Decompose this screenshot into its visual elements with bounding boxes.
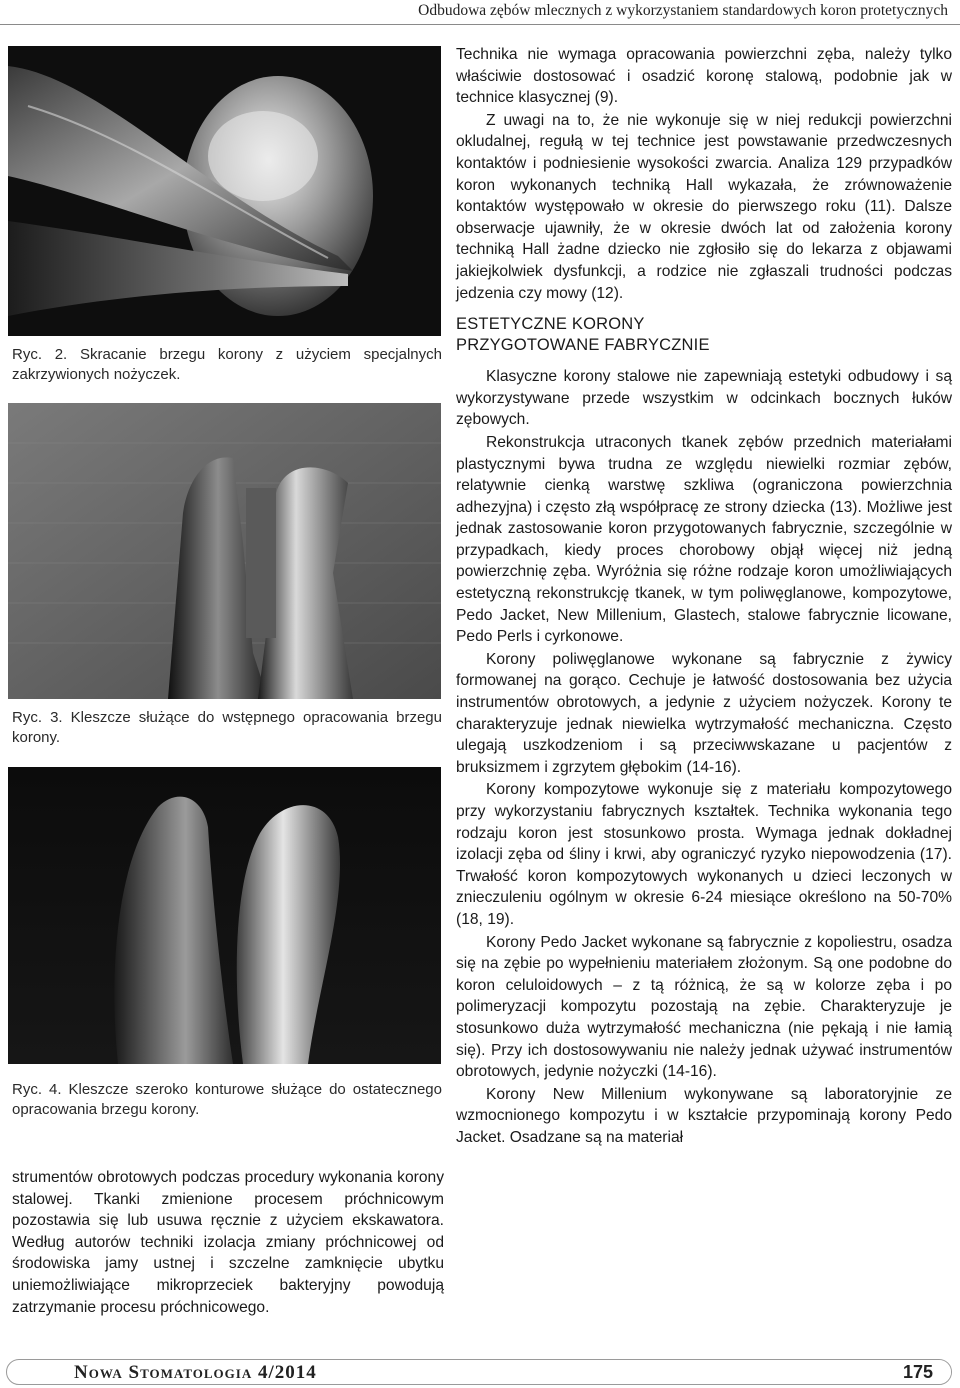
left-paragraph: strumentów obrotowych podczas procedury wykonania korony stalowej. Tkanki zmienione procesem próchnicowym pozostawia się lub usuwa ręcznie z użyciem ekskawatora. Według autorów techniki izolacja zmiany próchnicowej od środowiska jamy ustnej i szczelne zamknięcie ubytku uniemożliwiające mikroprzeciek bakteryjny powodują zatrzymanie procesu próchnicowego. bbox=[12, 1169, 444, 1316]
section-title bbox=[456, 314, 952, 356]
paragraph-6: Korony kompozytowe wykonuje się z materiału kompozytowego przy wykorzystaniu fabrycznych kształtek. Technika wykonania tego rodzaju koron jest stosunkowo prosta. Wymaga jednak dokładnej izolacji zęba od śliny i krwi, aby ograniczyć ryzyko niepowodzenia (17). Trwałość koron kompozytowych wykonanych u dzieci leczonych w znieczuleniu ogólnym w okresie 6-24 miesiące określono na 50-70% (18, 19). bbox=[456, 781, 952, 928]
figure-3-photo bbox=[8, 403, 441, 699]
figure-2-caption: Ryc. 2. Skracanie brzegu korony z użyciem specjalnych zakrzywionych nożyczek. bbox=[12, 346, 442, 383]
paragraph-2: Z uwagi na to, że nie wykonuje się w niej redukcji powierzchni okludalnej, regułą w tej technice jest powstawanie przedwczesnych kontaktów i podniesienie wysokości zwarcia. Analiza 129 przypadków koron wykonanych techniką Hall wykazała, że zrównoważenie kontaktów występowało w okresie do pierwszego roku (11). Dalsze obserwacje ujawniły, że w okresie dwóch lat od założenia korony techniką Hall żadne dziecko nie zgłosiło się do lekarza z objawami jakiejkolwiek dysfunkcji, a rodzice nie zgłaszali trudności podczas jedzenia czy mowy (12). bbox=[456, 111, 952, 302]
left-column bbox=[12, 1167, 444, 1319]
paragraph-4: Rekonstrukcja utraconych tkanek zębów przednich materiałami plastycznymi bywa trudna ze względu niewielki rozmiar zębów, relatywnie cienką warstwę szkliwa (ograniczona powierzchnia adhezyjna) i często złą współpracę ze strony dziecka (13). Możliwe jest jednak zastosowanie koron przygotowanych fabrycznie, szczególnie w przypadkach, kiedy proces chorobowy objął więcej niż jedną powierzchnię zęba. Wyróżnia się różne rodzaje koron umożliwiających estetyczną rekonstrukcję tkanek, w tym poliwęglanowe, kompozytowe, Pedo Jacket, New Millenium, Glastech, stalowe fabrycznie licowane, Pedo Perls i cyrkonowe. bbox=[456, 433, 952, 646]
paragraph-3: Klasyczne korony stalowe nie zapewniają estetyki odbudowy i są wykorzystywane przede wszystkim w odcinkach bocznych łuków zębowych. bbox=[456, 368, 952, 429]
paragraph-1: Technika nie wymaga opracowania powierzchni zęba, należy tylko właściwie dostosować i osadzić koronę stalową, podobnie jak w technice klasycznej (9). bbox=[456, 46, 952, 107]
header-rule bbox=[0, 24, 960, 25]
section-title-line-2: PRZYGOTOWANE FABRYCZNIE bbox=[456, 336, 710, 355]
figure-3-caption: Ryc. 3. Kleszcze służące do wstępnego opracowania brzegu korony. bbox=[12, 709, 442, 746]
section-title-line-1: ESTETYCZNE KORONY bbox=[456, 315, 645, 334]
right-column bbox=[456, 44, 952, 1150]
paragraph-8: Korony New Millenium wykonywane są laboratoryjnie ze wzmocnionego kompozytu i w kształcie przypominają korony Pedo Jacket. Osadzane są na materiał bbox=[456, 1085, 952, 1146]
paragraph-7: Korony Pedo Jacket wykonane są fabrycznie z kopoliestru, osadza się na zębie po wypełnieniu materiałem złożonym. Są one podobne do koron celuloidowych – z tą różnicą, że są w kolorze zęba i po polimeryzacji kompozytu pozostają na zębie. Charakteryzuje je stosunkowo duża wytrzymałość mechaniczna (nie pękają i nie łamią się). Przy ich dostosowywaniu nie należy jednak używać instrumentów obrotowych, jedynie nożyczki (14-16). bbox=[456, 933, 952, 1081]
figure-4-caption: Ryc. 4. Kleszcze szeroko konturowe służące do ostatecznego opracowania brzegu korony. bbox=[12, 1081, 442, 1118]
figure-2-photo bbox=[8, 46, 441, 336]
journal-name: Nowa Stomatologia 4/2014 bbox=[66, 1362, 325, 1384]
paragraph-5: Korony poliwęglanowe wykonane są fabrycznie z żywicy formowanej na gorąco. Cechuje je łatwość dostosowania bez użycia instrumentów obrotowych, a jedynie z użyciem nożyczek. Korony te charakteryzuje jednak niewielka wytrzymałość mechaniczna. Często ulegają uszkodzeniom i są przeciwwskazane u pacjentów z bruksizmem i zgrzytem głębokim (14-16). bbox=[456, 650, 952, 776]
running-header: Odbudowa zębów mlecznych z wykorzystaniem standardowych koron protetycznych bbox=[418, 2, 948, 19]
page-number: 175 bbox=[885, 1360, 951, 1384]
figure-4-photo bbox=[8, 767, 441, 1064]
